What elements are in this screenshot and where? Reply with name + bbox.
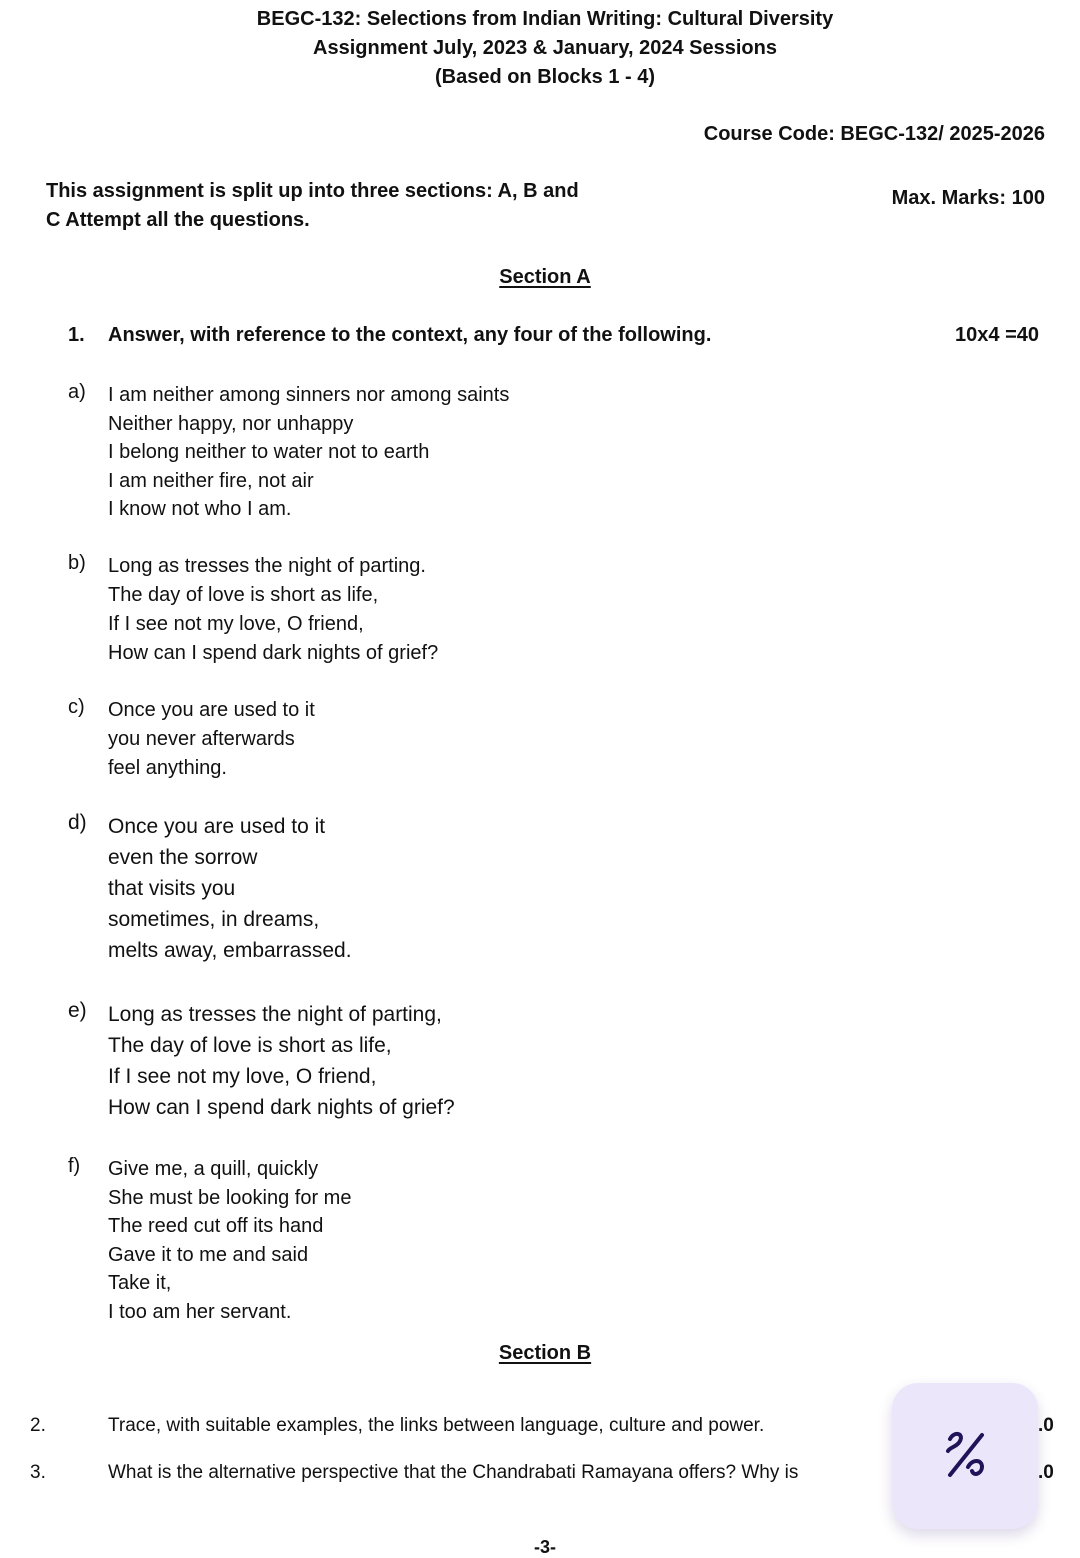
section-b-title: Section B xyxy=(498,1342,592,1364)
passage-line: I belong neither to water not to earth xyxy=(108,441,430,463)
passage-a xyxy=(108,381,509,524)
passage-line: I too am her servant. xyxy=(108,1300,292,1323)
passage-e-label: e) xyxy=(68,999,87,1022)
pen-edit-icon xyxy=(938,1427,994,1483)
passage-line: I know not who I am. xyxy=(108,498,292,520)
passage-e xyxy=(108,999,455,1123)
passage-line: that visits you xyxy=(108,877,236,900)
section-a-title: Section A xyxy=(499,266,591,288)
blocks-line: (Based on Blocks 1 - 4) xyxy=(434,66,656,88)
question-3-marks: .0 xyxy=(1038,1462,1054,1483)
floating-edit-button[interactable] xyxy=(892,1383,1038,1529)
passage-line: Give me, a quill, quickly xyxy=(108,1158,319,1180)
passage-line: How can I spend dark nights of grief? xyxy=(108,642,439,664)
passage-line: I am neither among sinners nor among saints xyxy=(108,384,510,406)
passage-line: even the sorrow xyxy=(108,846,258,869)
instructions-line-1: This assignment is split up into three sections: A, B and xyxy=(46,180,579,202)
max-marks: Max. Marks: 100 xyxy=(891,187,1045,209)
passage-line: sometimes, in dreams, xyxy=(108,908,320,931)
passage-line: The reed cut off its hand xyxy=(108,1215,324,1237)
question-2-text: Trace, with suitable examples, the links between language, culture and power. xyxy=(108,1415,765,1436)
question-1-marks: 10x4 =40 xyxy=(955,324,1039,346)
passage-line: you never afterwards xyxy=(108,728,295,750)
passage-line: If I see not my love, O friend, xyxy=(108,613,364,635)
page-number: -3- xyxy=(534,1537,556,1557)
passage-line: Long as tresses the night of parting. xyxy=(108,555,426,577)
passage-d-label: d) xyxy=(68,811,87,834)
session-line: Assignment July, 2023 & January, 2024 Sessions xyxy=(313,37,777,59)
passage-line: I am neither fire, not air xyxy=(108,469,314,492)
course-code: Course Code: BEGC-132/ 2025-2026 xyxy=(703,123,1045,145)
passage-line: Once you are used to it xyxy=(108,699,315,721)
passage-f-label: f) xyxy=(68,1155,81,1177)
passage-line: She must be looking for me xyxy=(108,1186,352,1209)
question-1-text: Answer, with reference to the context, any four of the following. xyxy=(108,324,712,346)
passage-a-label: a) xyxy=(68,381,86,403)
passage-line: The day of love is short as life, xyxy=(108,1034,392,1057)
question-2-number: 2. xyxy=(30,1415,46,1436)
passage-line: melts away, embarrassed. xyxy=(108,939,352,962)
passage-line: If I see not my love, O friend, xyxy=(108,1065,377,1088)
instructions-line-2: C Attempt all the questions. xyxy=(46,209,310,231)
passage-c xyxy=(108,696,315,783)
passage-d xyxy=(108,811,352,966)
passage-line: How can I spend dark nights of grief? xyxy=(108,1096,455,1119)
passage-b xyxy=(108,552,438,668)
passage-c-label: c) xyxy=(68,696,85,718)
passage-b-label: b) xyxy=(68,552,86,574)
document-title: BEGC-132: Selections from Indian Writing: Cultural Diversity xyxy=(256,8,834,30)
passage-line: Long as tresses the night of parting, xyxy=(108,1003,442,1026)
question-1-number: 1. xyxy=(68,324,85,346)
passage-line: Neither happy, nor unhappy xyxy=(108,412,354,435)
question-2-marks: .0 xyxy=(1038,1415,1054,1436)
passage-line: Take it, xyxy=(108,1272,172,1294)
passage-f xyxy=(108,1155,351,1326)
passage-line: Once you are used to it xyxy=(108,815,326,838)
passage-line: Gave it to me and said xyxy=(108,1243,309,1266)
passage-line: feel anything. xyxy=(108,757,227,779)
passage-line: The day of love is short as life, xyxy=(108,584,379,606)
question-3-number: 3. xyxy=(30,1462,46,1483)
question-3-text: What is the alternative perspective that the Chandrabati Ramayana offers? Why is xyxy=(108,1462,799,1483)
